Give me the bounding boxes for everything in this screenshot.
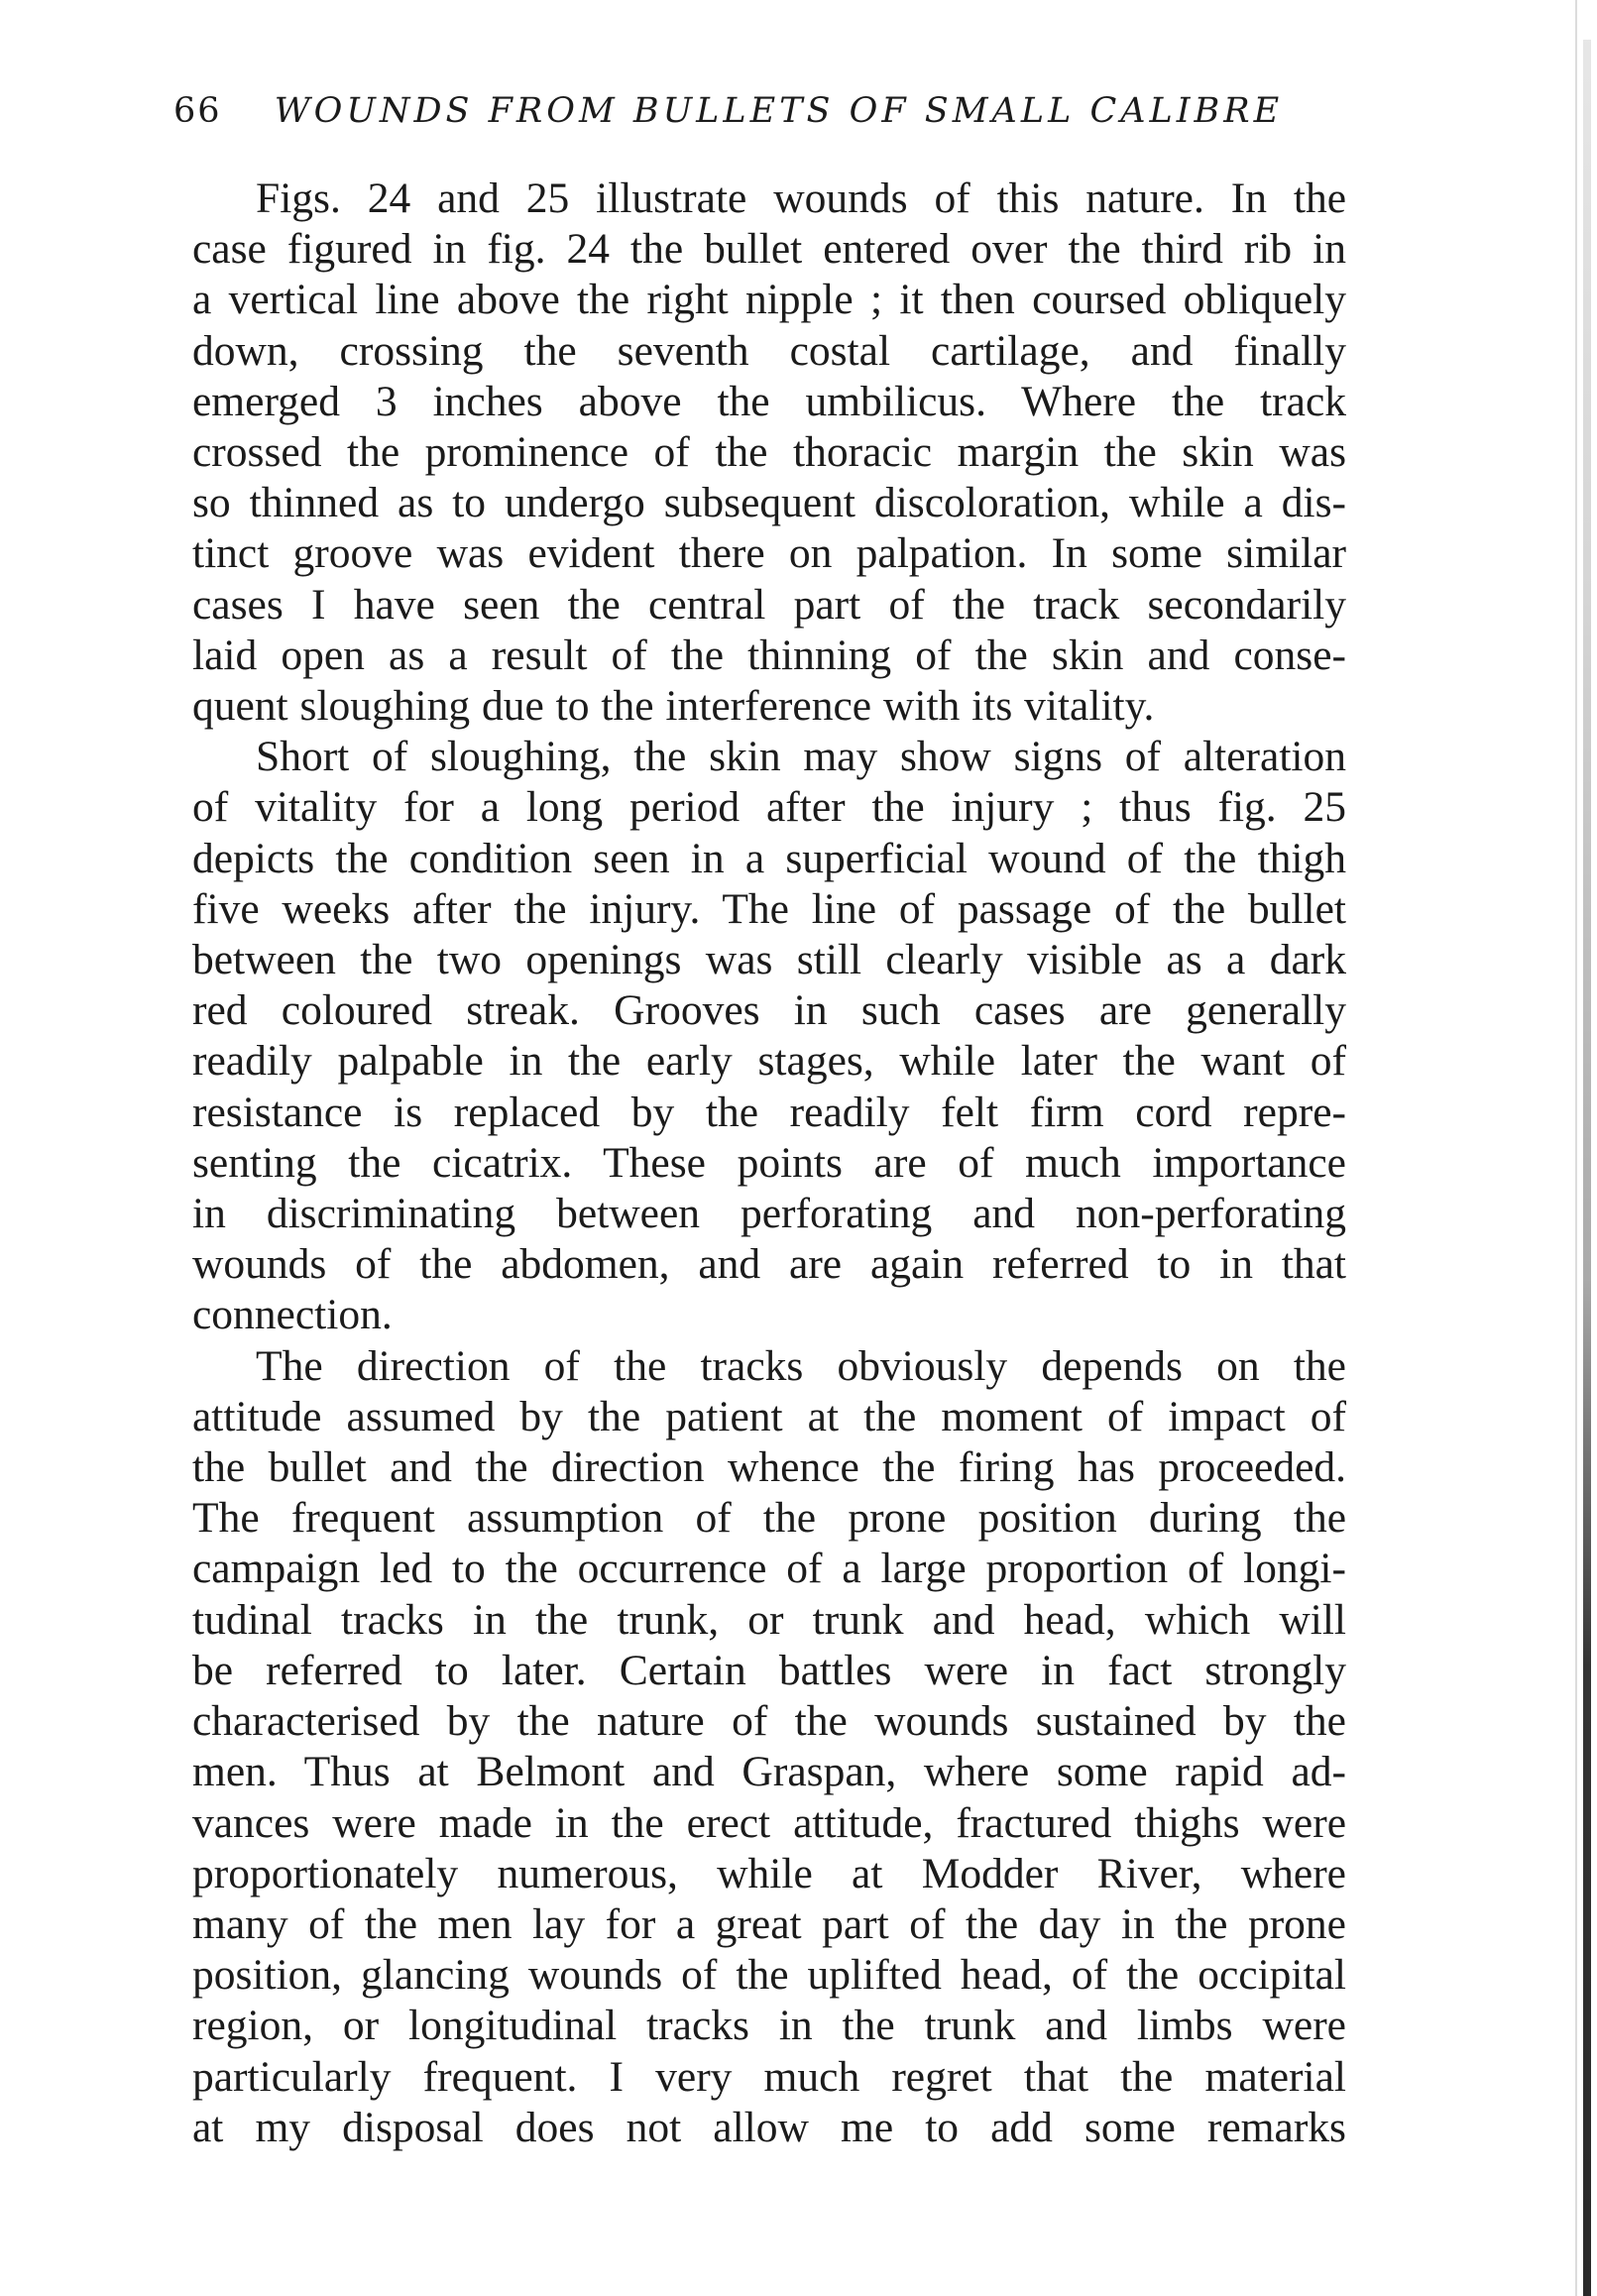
text-line: resistance is replaced by the readily felt firm cord repre- <box>192 1088 1346 1136</box>
binding-edge-shadow <box>1583 40 1591 2296</box>
text-line: of vitality for a long period after the injury ; thus fig. 25 <box>192 783 1346 832</box>
text-line: the bullet and the direction whence the firing has proceeded. <box>192 1443 1346 1492</box>
text-line: crossed the prominence of the thoracic margin the skin was <box>192 428 1346 477</box>
text-line: vances were made in the erect attitude, fractured thighs were <box>192 1798 1346 1847</box>
text-line: red coloured streak. Grooves in such cases are generally <box>192 986 1346 1035</box>
text-line: between the two openings was still clearly visible as a dark <box>192 936 1346 984</box>
text-line: depicts the condition seen in a superficial wound of the thigh <box>192 834 1346 882</box>
text-line: so thinned as to undergo subsequent discoloration, while a dis- <box>192 479 1346 527</box>
running-title: WOUNDS FROM BULLETS OF SMALL CALIBRE <box>274 91 1284 131</box>
text-line: attitude assumed by the patient at the moment of impact of <box>192 1392 1346 1440</box>
text-line: senting the cicatrix. These points are of much importance <box>192 1138 1346 1187</box>
text-line: particularly frequent. I very much regret that the material <box>192 2052 1346 2101</box>
text-line: tudinal tracks in the trunk, or trunk and head, which will <box>192 1595 1346 1644</box>
text-line: Figs. 24 and 25 illustrate wounds of this nature. In the <box>256 174 1346 222</box>
text-line: in discriminating between perforating and non-perforating <box>192 1190 1346 1238</box>
text-line: readily palpable in the early stages, while later the want of <box>192 1037 1346 1086</box>
text-line: emerged 3 inches above the umbilicus. Where the track <box>192 377 1346 425</box>
text-line: five weeks after the injury. The line of passage of the bullet <box>192 884 1346 933</box>
text-line: Short of sloughing, the skin may show signs of alteration <box>256 733 1346 781</box>
text-line: be referred to later. Certain battles were in fact strongly <box>192 1646 1346 1694</box>
text-line: The direction of the tracks obviously depends on the <box>256 1341 1346 1390</box>
text-line: proportionately numerous, while at Modder River, where <box>192 1849 1346 1897</box>
page-number: 66 <box>173 91 222 131</box>
body-text <box>192 173 1346 2153</box>
text-line: a vertical line above the right nipple ; it then coursed obliquely <box>192 276 1346 324</box>
paragraph <box>192 1341 1346 2153</box>
text-line: campaign led to the occurrence of a large proportion of longi- <box>192 1545 1346 1593</box>
text-line: down, crossing the seventh costal cartilage, and finally <box>192 326 1346 375</box>
text-line: region, or longitudinal tracks in the trunk and limbs were <box>192 2002 1346 2050</box>
binding-edge-line <box>1575 0 1577 2296</box>
text-line: wounds of the abdomen, and are again referred to in that <box>192 1240 1346 1289</box>
text-line: case figured in fig. 24 the bullet entered over the third rib in <box>192 225 1346 274</box>
text-line: position, glancing wounds of the uplifted head, of the occipital <box>192 1951 1346 2000</box>
page-header <box>173 91 1343 141</box>
paragraph <box>192 173 1346 732</box>
text-line: connection. <box>192 1291 393 1339</box>
text-line: quent sloughing due to the interference with its vitality. <box>192 682 1155 731</box>
text-line: cases I have seen the central part of the track secondarily <box>192 580 1346 629</box>
text-line: characterised by the nature of the wounds sustained by the <box>192 1697 1346 1746</box>
text-line: The frequent assumption of the prone position during the <box>192 1494 1346 1543</box>
text-line: men. Thus at Belmont and Graspan, where some rapid ad- <box>192 1748 1346 1796</box>
text-line: many of the men lay for a great part of the day in the prone <box>192 1899 1346 1948</box>
text-line: tinct groove was evident there on palpation. In some similar <box>192 529 1346 578</box>
paragraph <box>192 732 1346 1340</box>
text-line: at my disposal does not allow me to add some remarks <box>192 2103 1346 2151</box>
text-line: laid open as a result of the thinning of the skin and conse- <box>192 631 1346 679</box>
